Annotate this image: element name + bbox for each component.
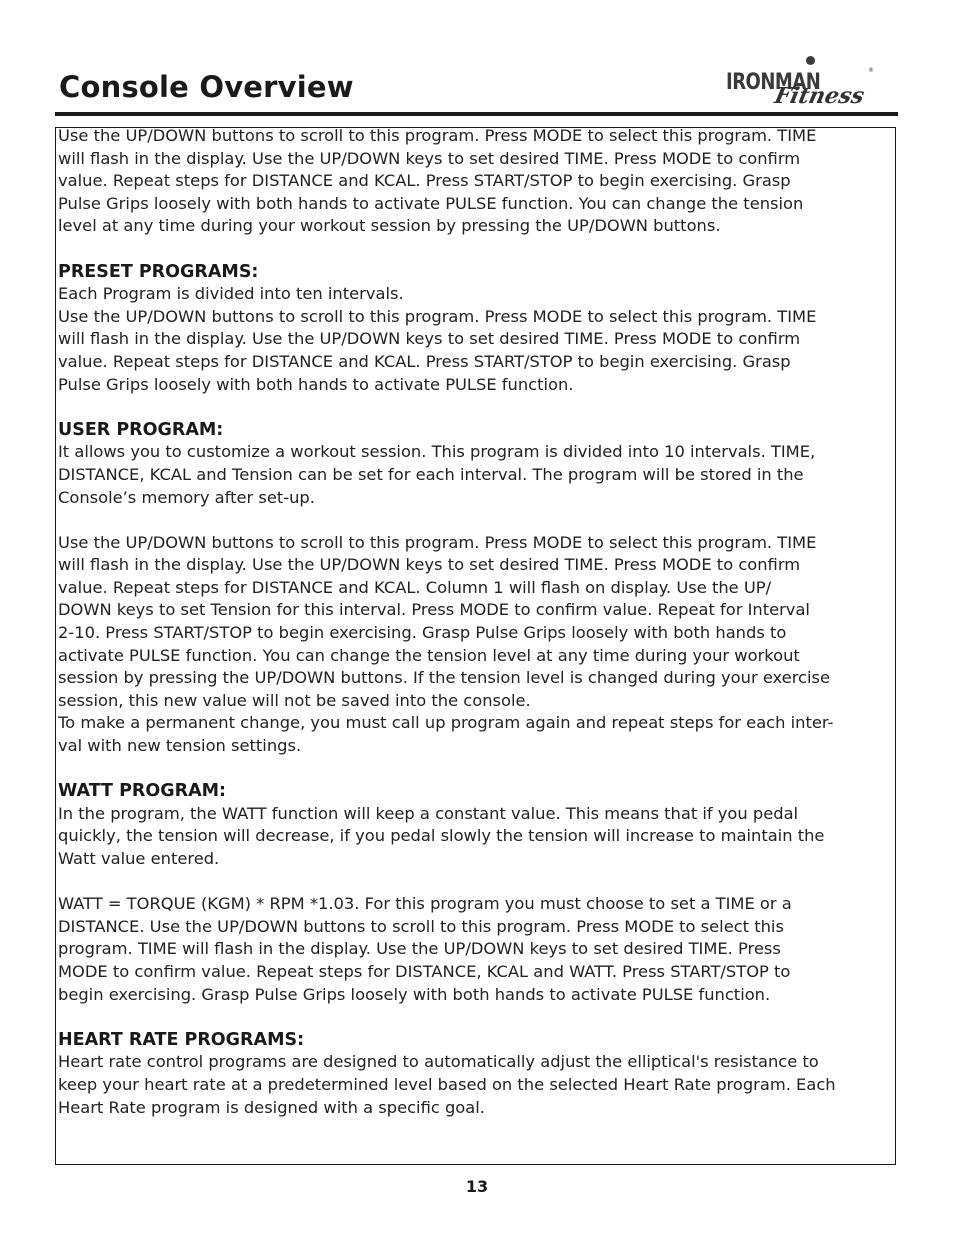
user-paragraph-2: Use the UP/DOWN buttons to scroll to this program. Press MODE to select this program. TIME will flash in the display. Use the UP/DOWN keys to set desired TIME. Press MODE to confirm value. Repeat steps for DISTANCE and KCAL. Column 1 will flash on display. Use the UP/ DOWN keys to set Tension for this interval. Press MODE to confirm value. Repeat for Interval 2-10. Press START/STOP to begin exercising. Grasp Pulse Grips loosely with both hands to activate PULSE function. You can change the tension level at any time during your workout session by pressing the UP/DOWN buttons. If the tension level is changed during your exercise session, this new value will not be saved into the console. [58, 532, 831, 710]
heart-rate-programs-heading: HEART RATE PROGRAMS: [58, 1029, 305, 1050]
user-paragraph-3: To make a permanent change, you must call up program again and repeat steps for each inter- val with new tension settings. [58, 713, 834, 756]
header-rule [55, 112, 898, 116]
preset-paragraph-2: Use the UP/DOWN buttons to scroll to this program. Press MODE to select this program. TIME will flash in the display. Use the UP/DOWN keys to set desired TIME. Press MODE to confirm value. Repeat steps for DISTANCE and KCAL. Press START/STOP to begin exercising. Grasp Pulse Grips loosely with both hands to activate PULSE function. [58, 306, 817, 394]
logo-script: Fitness [772, 83, 867, 109]
ironman-fitness-logo [723, 54, 875, 112]
intro-paragraph: Use the UP/DOWN buttons to scroll to this program. Press MODE to select this program. TIME will flash in the display. Use the UP/DOWN keys to set desired TIME. Press MODE to confirm value. Repeat steps for DISTANCE and KCAL. Press START/STOP to begin exercising. Grasp Pulse Grips loosely with both hands to activate PULSE function. You can change the tension level at any time during your workout session by pressing the UP/DOWN buttons. [58, 126, 817, 236]
watt-paragraph-1: In the program, the WATT function will keep a constant value. This means that if you pedal quickly, the tension will decrease, if you pedal slowly the tension will increase to maintain the Watt value entered. [58, 803, 825, 868]
page-title: Console Overview [59, 70, 354, 104]
page-number: 13 [465, 1177, 489, 1196]
logo-trademark: ® [868, 67, 874, 74]
content [58, 125, 896, 1119]
watt-paragraph-2: WATT = TORQUE (KGM) * RPM *1.03. For this program you must choose to set a TIME or a DISTANCE. Use the UP/DOWN buttons to scroll to this program. Press MODE to select this program. TIME will flash in the display. Use the UP/DOWN keys to set desired TIME. Press MODE to confirm value. Repeat steps for DISTANCE, KCAL and WATT. Press START/STOP to begin exercising. Grasp Pulse Grips loosely with both hands to activate PULSE function. [58, 894, 792, 1004]
user-paragraph-1: It allows you to customize a workout session. This program is divided into 10 intervals. TIME, DISTANCE, KCAL and Tension can be set for each interval. The program will be stored in the Console’s memory after set-up. [58, 442, 816, 507]
preset-programs-heading: PRESET PROGRAMS: [58, 261, 259, 282]
user-program-heading: USER PROGRAM: [58, 419, 224, 440]
watt-program-heading: WATT PROGRAM: [58, 781, 227, 802]
logo-brand: IRONMAN [726, 69, 821, 96]
logo-dot [806, 56, 815, 65]
preset-paragraph-1: Each Program is divided into ten intervals. [58, 284, 404, 304]
heart-paragraph-1: Heart rate control programs are designed to automatically adjust the elliptical's resistance to keep your heart rate at a predetermined level based on the selected Heart Rate program. Each Heart Rate program is designed with a specific goal. [58, 1052, 836, 1117]
